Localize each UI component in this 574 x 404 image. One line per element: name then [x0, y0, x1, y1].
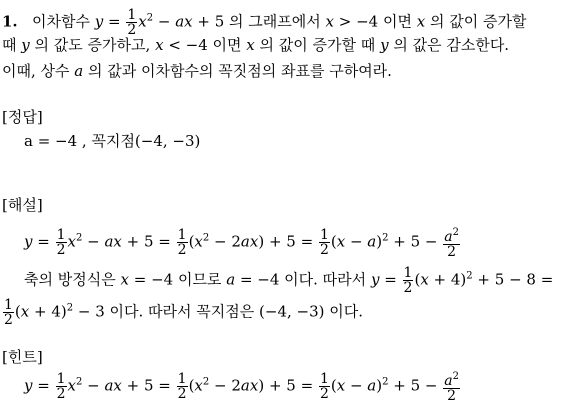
- problem-line-3: 이때, 상수 a 의 값과 이차함수의 꼭짓점의 좌표를 구하여라.: [2, 62, 392, 80]
- problem-line-1: 1. 이차함수 y = $\frac{1}{2}$ $x^2$ − ax + 5 의 그래프에서 x > −4 이면 x 의 값이 증가할: [2, 7, 527, 38]
- solution-line-3: $\frac{1}{2}$ $(x + 4)^2 - 3$ 이다. 따라서 꼭지점은 (−4, −3) 이다.: [4, 297, 364, 328]
- solution-label: [해설]: [2, 196, 43, 214]
- problem-line-2: 때 y 의 값도 증가하고, x < −4 이면 x 의 값이 증가할 때 y 의 값은 감소한다.: [2, 36, 510, 54]
- hint-equation: y = $\frac{1}{2}$ $x^2$ − ax + 5 = $\frac{1}{2}$ $(x^2 - 2ax) + 5$ = $\frac{1}{2}$ $(x - a)^2 + 5$ − $\frac{a^2}{2}$: [24, 371, 459, 404]
- problem-number: 1.: [2, 12, 18, 31]
- solution-line-2: 축의 방정식은 x = −4 이므로 a = −4 이다. 따라서 y = $\frac{1}{2}$ $(x + 4)^2 + 5 - 8$ =: [24, 265, 554, 296]
- answer-text: a = −4 , 꼭지점(−4, −3): [24, 132, 201, 150]
- hint-label: [힌트]: [2, 348, 43, 366]
- solution-equation: y = $\frac{1}{2}$ $x^2$ − ax + 5 = $\frac{1}{2}$ $(x^2 - 2ax) + 5$ = $\frac{1}{2}$ $(x - a)^2 + 5$ − $\frac{a^2}{2}$: [24, 227, 459, 260]
- answer-label: [정답]: [2, 108, 43, 126]
